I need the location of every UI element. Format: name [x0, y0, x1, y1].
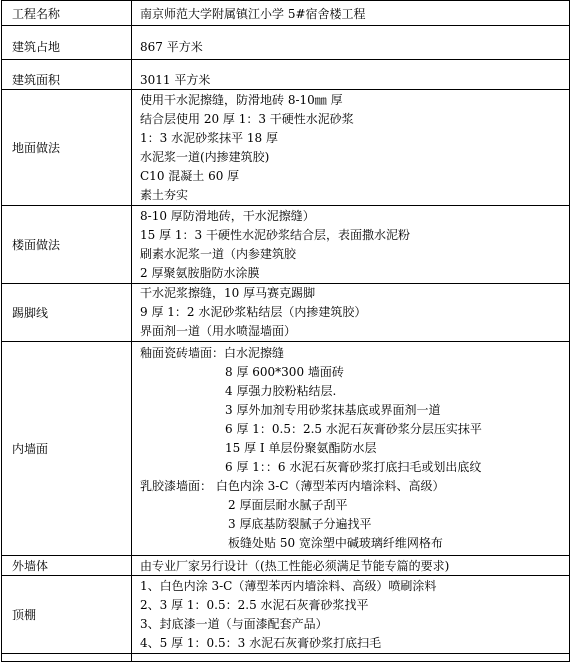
floor-line: 2 厚聚氨胺脂防水涂膜 — [140, 265, 260, 280]
outer-wall-value: 由专业厂家另行设计（(热工性能必须满足节能专篇的要求) — [132, 556, 570, 576]
inner-wall-line: 8 厚 600*300 墙面砖 — [225, 365, 344, 379]
ceiling-line: 4、5 厚 1：0.5：3 水泥石灰膏砂浆打底扫毛 — [140, 635, 382, 650]
continuation-content-cell — [132, 654, 570, 662]
inner-wall-line: 3 厚底基防裂腻子分遍找平 — [228, 517, 372, 531]
floor-area-value: 3011 平方米 — [132, 60, 570, 90]
inner-wall-line: 6 厚 1：：6 水泥石灰膏砂浆打底扫毛或划出底纹 — [225, 460, 482, 474]
footprint-label: 建筑占地 — [2, 26, 132, 60]
row-project-name — [2, 1, 570, 26]
project-name-value: 南京师范大学附属镇江小学 5#宿舍楼工程 — [132, 1, 570, 26]
skirting-line: 界面剂一道（用水喷湿墙面） — [140, 324, 297, 338]
row-ground — [2, 90, 570, 206]
ceiling-content — [132, 576, 570, 654]
outer-wall-label: 外墙体 — [2, 556, 132, 576]
inner-wall-line: 板缝处贴 50 宽涂塑中碱玻璃纤维网格布 — [228, 536, 443, 550]
floor-line: 刷素水泥浆一道（内参建筑胶 — [140, 246, 297, 261]
row-ceiling — [2, 576, 570, 654]
ground-line: 素土夯实 — [140, 187, 189, 202]
ground-line: 结合层使用 20 厚 1：3 干硬性水泥砂浆 — [140, 111, 354, 126]
skirting-line: 干水泥浆擦缝，10 厚马赛克踢脚 — [140, 286, 316, 300]
row-continuation — [2, 654, 570, 662]
floor-label: 楼面做法 — [2, 206, 132, 284]
row-floor — [2, 206, 570, 284]
inner-wall-line: 4 厚强力胶粉粘结层. — [225, 384, 337, 398]
floor-area-label: 建筑面积 — [2, 60, 132, 90]
skirting-content — [132, 284, 570, 342]
row-inner-wall — [2, 342, 570, 556]
row-floor-area — [2, 60, 570, 90]
inner-wall-content — [132, 342, 570, 556]
ceiling-label: 顶棚 — [2, 576, 132, 654]
row-footprint — [2, 26, 570, 60]
skirting-line: 9 厚 1：2 水泥砂浆粘结层（内掺建筑胶） — [140, 305, 367, 319]
floor-line: 15 厚 1：3 干硬性水泥砂浆结合层，表面撒水泥粉 — [140, 227, 410, 242]
floor-content — [132, 206, 570, 284]
ground-label: 地面做法 — [2, 90, 132, 206]
inner-wall-label: 内墙面 — [2, 342, 132, 556]
continuation-label-cell — [2, 654, 132, 662]
ground-line: 水泥浆一道(内掺建筑胶) — [140, 149, 270, 164]
construction-spec-table — [1, 0, 570, 662]
row-outer-wall — [2, 556, 570, 576]
ceiling-line: 2、3 厚 1：0.5：2.5 水泥石灰膏砂浆找平 — [140, 597, 369, 612]
inner-wall-line: 釉面瓷砖墙面：白水泥擦缝 — [140, 346, 285, 360]
row-skirting — [2, 284, 570, 342]
ground-line: C10 混凝土 60 厚 — [140, 168, 240, 183]
inner-wall-line: 15 厚 I 单层份聚氨酯防水层 — [225, 441, 377, 455]
ground-line: 1：3 水泥砂浆抹平 18 厚 — [140, 130, 278, 145]
ground-content — [132, 90, 570, 206]
project-name-label: 工程名称 — [2, 1, 132, 26]
skirting-label: 踢脚线 — [2, 284, 132, 342]
ground-line: 使用干水泥擦缝，防滑地砖 8-10㎜ 厚 — [140, 92, 343, 107]
ceiling-line: 1、白色内涂 3-C（薄型苯丙内墙涂料、高级）喷刷涂料 — [140, 578, 437, 593]
inner-wall-line: 乳胶漆墙面： 白色内涂 3-C（薄型苯丙内墙涂料、高级） — [140, 479, 445, 493]
ceiling-line: 3、封底漆一道（与面漆配套产品） — [140, 616, 328, 631]
footprint-value: 867 平方米 — [132, 26, 570, 60]
floor-line: 8-10 厚防滑地砖，干水泥擦缝） — [140, 208, 315, 223]
inner-wall-line: 3 厚外加剂专用砂浆抹基底或界面剂一道 — [225, 403, 441, 417]
inner-wall-line: 6 厚 1：0.5：2.5 水泥石灰膏砂浆分层压实抹平 — [225, 422, 482, 436]
inner-wall-line: 2 厚面层耐水腻子刮平 — [228, 498, 348, 512]
